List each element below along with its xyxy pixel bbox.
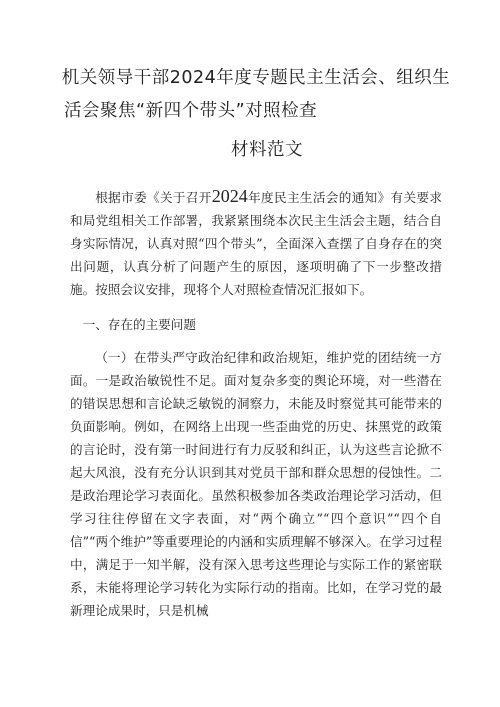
intro-text-rest: 年度民主生活会的通知》有关要求和局党组相关工作部署，我紧紧围绕本次民主生活会主题，结合自身实际情况，认真对照“四个带头”，全面深入查摆了自身存在的突出问题，认真分析了问题产生的原因，逐项明确了下一步整改措施。按照会议安排，现将个人对照检查情况汇报如下。 xyxy=(70,190,443,297)
section-heading-1: 一、存在的主要问题 xyxy=(82,317,196,332)
title-line-2: 活会聚焦“新四个带头”对照检查 xyxy=(64,101,318,121)
intro-text-start: 根据市委《关于召开 xyxy=(95,190,212,205)
title-line-1: 机关领导干部2024年度专题民主生活会、组织生 xyxy=(61,68,451,88)
intro-year: 2024 xyxy=(211,186,248,206)
section-1-paragraph-1: （一）在带头严守政治纪律和政治规矩，维护党的团结统一方面。一是政治敏锐性不足。面对复杂多变的舆论环境，对一些潜在的错误思想和言论缺乏敏锐的洞察力，未能及时察觉其可能带来的负面影响。例如，在网络上出现一些歪曲党的历史、抹黑党的政策的言论时，没有第一时间进行有力反驳和纠正，认为这些言论掀不起大风浪，没有充分认识到其对党员干部和群众思想的侵蚀性。二是政治理论学习表面化。虽然积极参加各类政治理论学习活动，但学习往往停留在文字表面，对“两个确立”“四个意识”“四个自信”“两个维护”等重要理论的内涵和实质理解不够深入。在学习过程中，满足于一知半解，没有深入思考这些理论与实际工作的紧密联系，未能将理论学习转化为实际行动的指南。比如，在学习党的最新理论成果时，只是机械 xyxy=(70,350,442,618)
title-line-3: 材料范文 xyxy=(231,140,303,160)
intro-paragraph xyxy=(70,185,442,301)
document-title xyxy=(61,62,451,167)
